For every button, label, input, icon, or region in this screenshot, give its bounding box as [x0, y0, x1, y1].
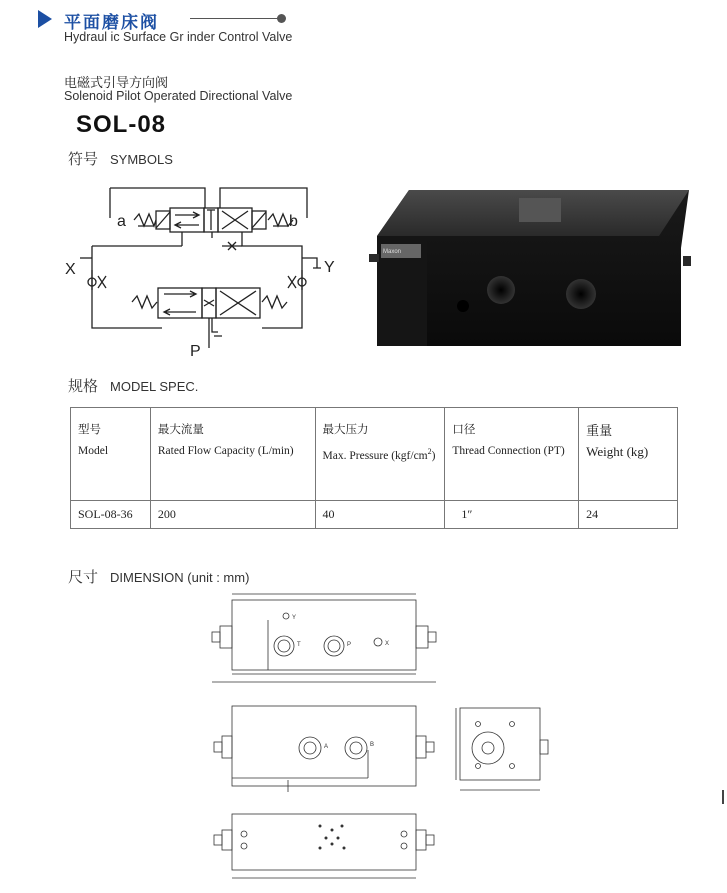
dimension-bottom-view: [208, 808, 440, 888]
dimension-label-cn: 尺寸: [68, 568, 99, 586]
symbols-label-en: SYMBOLS: [110, 152, 173, 167]
header-title-en: Hydraul ic Surface Gr inder Control Valve: [64, 30, 293, 44]
spec-header-row: [71, 408, 678, 501]
spec-col-weight: 重量 Weight (kg): [579, 408, 678, 501]
dimension-heading: [68, 566, 249, 587]
spec-label-cn: 规格: [68, 377, 99, 395]
spec-col-model: 型号 Model: [71, 408, 151, 501]
product-type-en: Solenoid Pilot Operated Directional Valve: [64, 89, 293, 103]
dimension-top-view: [208, 590, 440, 690]
spec-cell-model: SOL-08-36: [71, 501, 151, 529]
product-type-cn: 电磁式引导方向阀: [64, 75, 169, 90]
header-title-cn: 平面磨床阀: [64, 13, 159, 32]
dim-port-b: B: [370, 742, 375, 748]
dim-port-a: A: [324, 744, 329, 750]
spec-heading: [68, 375, 198, 396]
header-divider: [190, 18, 280, 19]
symbol-port-y: Y: [324, 259, 335, 276]
dimension-side-view: [454, 700, 554, 800]
spec-cell-thread: 1″: [445, 501, 579, 529]
model-title: SOL-08: [76, 111, 167, 138]
dim-port-x: X: [385, 641, 390, 647]
spec-cell-weight: 24: [579, 501, 678, 529]
header-arrow-icon: [38, 10, 52, 28]
dimension-label-en: DIMENSION (unit : mm): [110, 570, 250, 585]
photo-nameplate-text: Maxon: [383, 249, 402, 255]
hydraulic-symbol-diagram: [62, 180, 335, 360]
valve-photo: [369, 186, 691, 350]
spec-cell-pressure: 40: [315, 501, 445, 529]
spec-label-en: MODEL SPEC.: [110, 379, 199, 394]
symbol-port-p: P: [190, 343, 201, 360]
spec-table: [70, 407, 678, 529]
symbol-port-a: a: [117, 213, 126, 230]
dimension-front-view: [208, 700, 440, 800]
symbols-label-cn: 符号: [68, 150, 99, 168]
dim-port-t: T: [297, 642, 301, 648]
symbol-port-x: X: [65, 261, 76, 278]
dim-port-p: P: [347, 642, 352, 648]
spec-col-flow: 最大流量 Rated Flow Capacity (L/min): [150, 408, 315, 501]
symbols-heading: [68, 148, 173, 169]
dim-port-y: Y: [292, 615, 297, 621]
spec-cell-flow: 200: [150, 501, 315, 529]
spec-col-thread: 口径 Thread Connection (PT): [445, 408, 579, 501]
symbol-port-b: b: [289, 213, 298, 230]
table-row: [71, 501, 678, 529]
page-edge-mark: [722, 790, 724, 804]
spec-col-pressure: 最大压力 Max. Pressure $(kgf/cm^2)$: [315, 408, 445, 501]
header-dot-icon: [277, 14, 286, 23]
